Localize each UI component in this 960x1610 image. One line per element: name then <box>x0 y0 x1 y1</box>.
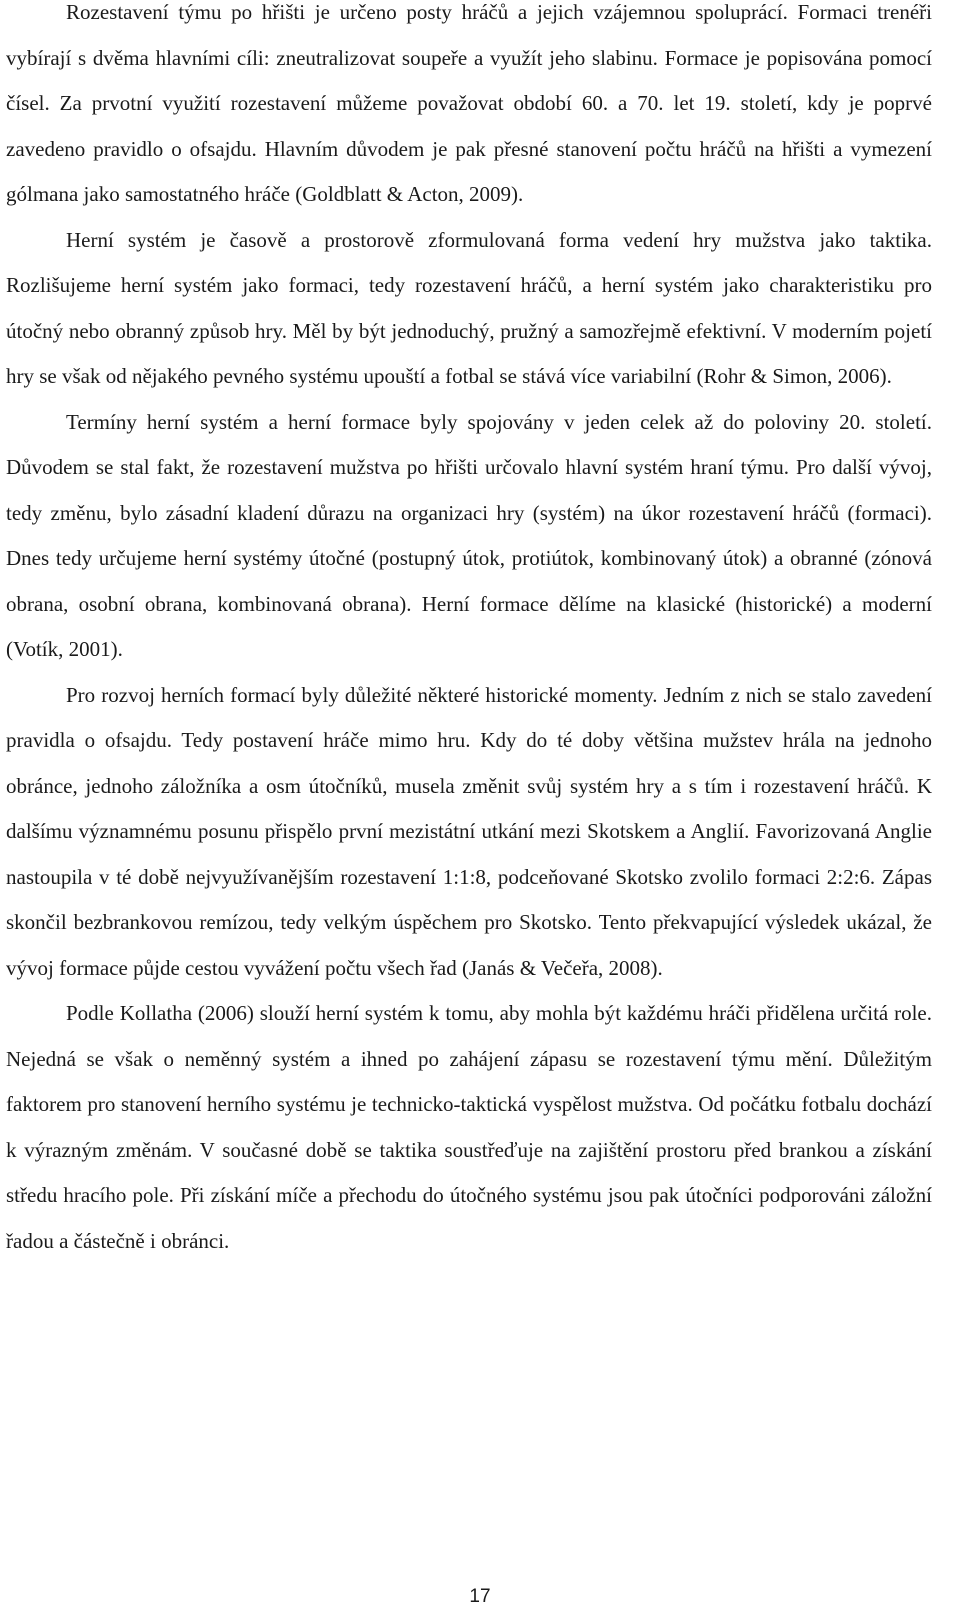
body-text <box>6 0 932 1264</box>
paragraph-historical-moments: Pro rozvoj herních formací byly důležité některé historické momenty. Jedním z nich se stalo zavedení pravidla o ofsajdu. Tedy postavení hráče mimo hru. Kdy do té doby většina mužstev hrála na jednoho obránce, jednoho záložníka a osm útočníků, musela změnit svůj systém hry a s tím i rozestavení hráčů. K dalšímu významnému posunu přispělo první mezistátní utkání mezi Skotskem a Anglií. Favorizovaná Anglie nastoupila v té době nejvyužívanějším rozestavení 1:1:8, podceňované Skotsko zvolilo formaci 2:2:6. Zápas skončil bezbrankovou remízou, tedy velkým úspěchem pro Skotsko. Tento překvapující výsledek ukázal, že vývoj formace půjde cestou vyvážení počtu všech řad (Janás & Večeřa, 2008). <box>6 682 932 980</box>
paragraph-system-vs-formation: Termíny herní systém a herní formace byly spojovány v jeden celek až do poloviny 20. století. Důvodem se stal fakt, že rozestavení mužstva po hřišti určovalo hlavní systém hraní týmu. Pro další vývoj, tedy změnu, bylo zásadní kladení důrazu na organizaci hry (systém) na úkor rozestavení hráčů (formaci). Dnes tedy určujeme herní systémy útočné (postupný útok, protiútok, kombinovaný útok) a obranné (zónová obrana, osobní obrana, kombinovaná obrana). Herní formace dělíme na klasické (historické) a moderní (Votík, 2001). <box>6 409 932 661</box>
paragraph-kollath-roles: Podle Kollatha (2006) slouží herní systém k tomu, aby mohla být každému hráči přidělena určitá role. Nejedná se však o neměnný systém a ihned po zahájení zápasu se rozestavení týmu mění. Důležitým faktorem pro stanovení herního systému je technicko-taktická vyspělost mužstva. Od počátku fotbalu dochází k výrazným změnám. V současné době se taktika soustřeďuje na zajištění prostoru před brankou a získání středu hracího pole. Při získání míče a přechodu do útočného systému jsou pak útočníci podporováni záložní řadou a částečně i obránci. <box>6 1001 932 1253</box>
paragraph-game-system-definition: Herní systém je časově a prostorově zformulovaná forma vedení hry mužstva jako taktika. Rozlišujeme herní systém jako formaci, tedy rozestavení hráčů, a herní systém jako charakteristiku pro útočný nebo obranný způsob hry. Měl by být jednoduchý, pružný a samozřejmě efektivní. V moderním pojetí hry se však od nějakého pevného systému upouští a fotbal se stává více variabilní (Rohr & Simon, 2006). <box>6 227 932 388</box>
paragraph-formations-intro: Rozestavení týmu po hřišti je určeno posty hráčů a jejich vzájemnou spoluprácí. Formaci trenéři vybírají s dvěma hlavními cíli: zneutralizovat soupeře a využít jeho slabinu. Formace je popisována pomocí čísel. Za prvotní využití rozestavení můžeme považovat období 60. a 70. let 19. století, kdy je poprvé zavedeno pravidlo o ofsajdu. Hlavním důvodem je pak přesné stanovení počtu hráčů na hřišti a vymezení gólmana jako samostatného hráče (Goldblatt & Acton, 2009). <box>6 0 932 206</box>
page-number: 17 <box>469 1586 491 1607</box>
